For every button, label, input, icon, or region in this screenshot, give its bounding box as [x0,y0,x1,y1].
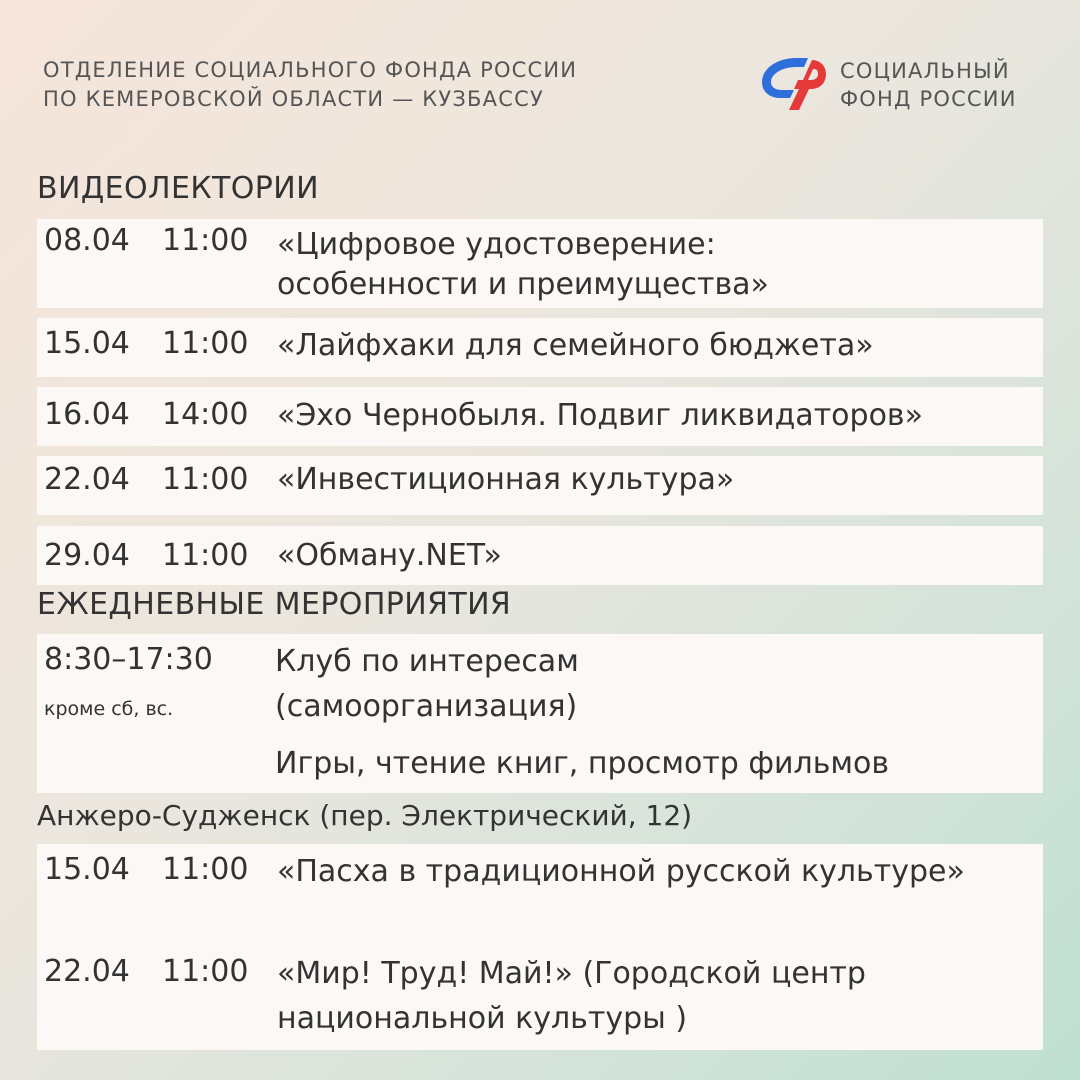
event-time: 11:00 [162,852,249,887]
section-title-anzhero: Анжеро-Судженск (пер. Электрический, 12) [37,799,693,832]
event-title-line-1: «Эхо Чернобыля. Подвиг ликвидаторов» [277,398,923,433]
event-title-line-2: национальной культуры ) [277,1001,688,1036]
organization-name [43,56,577,114]
daily-line-1: Клуб по интересам [275,644,579,679]
org-line-2: ПО КЕМЕРОВСКОЙ ОБЛАСТИ — КУЗБАССУ [43,87,544,111]
event-title-line-1: «Обману.NET» [277,538,502,573]
daily-time: 8:30–17:30 [44,642,213,677]
event-date: 22.04 [44,954,130,989]
brand-line-2: ФОНД РОССИИ [840,87,1017,111]
event-title-line-1: «Пасха в традиционной русской культуре» [277,854,965,889]
event-card [37,219,1043,308]
event-card [37,318,1043,377]
event-title-line-1: «Мир! Труд! Май!» (Городской центр [277,956,866,991]
event-date: 16.04 [44,397,130,432]
event-card [37,387,1043,446]
event-time: 11:00 [162,538,249,573]
daily-card [37,634,1043,793]
event-date: 22.04 [44,462,130,497]
daily-line-2: (самоорганизация) [275,689,578,724]
event-title-line-1: «Цифровое удостоверение: [277,227,716,262]
event-card [37,526,1043,585]
event-time: 11:00 [162,326,249,361]
event-time: 11:00 [162,223,249,258]
event-card [37,456,1043,515]
event-title-line-2: особенности и преимущества» [277,267,769,302]
event-title-line-1: «Лайфхаки для семейного бюджета» [277,328,874,363]
event-time: 11:00 [162,954,249,989]
event-time: 14:00 [162,397,249,432]
event-date: 15.04 [44,326,130,361]
daily-line-3: Игры, чтение книг, просмотр фильмов [275,746,890,781]
event-card [37,844,1043,1050]
event-time: 11:00 [162,462,249,497]
event-date: 08.04 [44,223,130,258]
event-title-line-1: «Инвестиционная культура» [277,462,735,497]
section-title-videolectures: ВИДЕОЛЕКТОРИИ [37,171,319,206]
sfr-logo-icon [756,52,828,112]
section-title-daily: ЕЖЕДНЕВНЫЕ МЕРОПРИЯТИЯ [37,587,512,622]
org-line-1: ОТДЕЛЕНИЕ СОЦИАЛЬНОГО ФОНДА РОССИИ [43,58,578,82]
brand-line-1: СОЦИАЛЬНЫЙ [840,59,1010,83]
event-date: 29.04 [44,538,130,573]
daily-note: кроме сб, вс. [44,698,174,720]
brand-name [840,57,1017,113]
event-date: 15.04 [44,852,130,887]
